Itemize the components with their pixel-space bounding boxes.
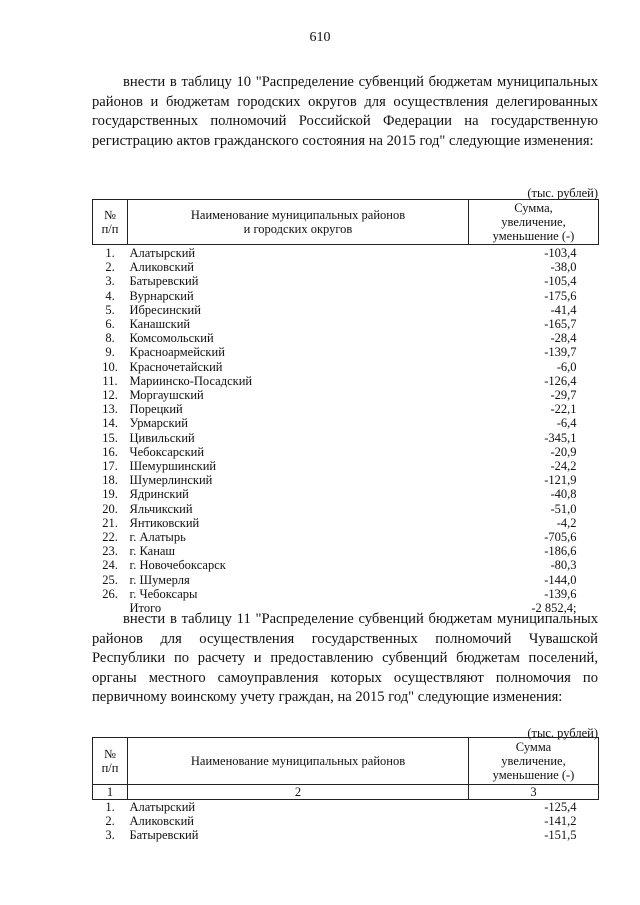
row-district-name: Красночетайский [129,359,223,374]
row-amount: -165,7 [544,317,577,332]
row-district-name: Цивильский [129,430,195,445]
row-district-name: Батыревский [129,828,199,843]
row-district-name: Итого [129,601,162,616]
table-row [93,473,599,487]
row-district-name: Комсомольский [129,331,214,346]
table-row [93,445,599,459]
row-amount: -175,6 [544,288,577,303]
row-district-name: Шемуршинский [129,459,217,474]
row-district-name: Алатырский [129,800,196,814]
row-amount: -80,3 [550,558,577,573]
table-row [93,459,599,473]
column-number-1: 1 [93,785,128,800]
row-district-name: г. Алатырь [129,530,186,545]
row-number: 15. [102,430,118,445]
header-sum-line-3: уменьшение (-) [492,229,575,243]
table-row [93,487,599,501]
header-number-line-1: № [104,747,116,761]
row-district-name: Яльчикский [129,501,193,516]
row-district-name: Канашский [129,317,191,332]
row-number: 21. [102,515,118,530]
row-amount: -705,6 [544,530,577,545]
row-number: 3. [105,274,115,289]
row-amount: -139,7 [544,345,577,360]
row-district-name: Моргаушский [129,388,204,403]
table-row [93,800,599,815]
row-number: 14. [102,416,118,431]
row-number: 23. [102,544,118,559]
table-row [93,274,599,288]
row-district-name: Аликовский [129,260,194,275]
header-sum [469,200,599,245]
row-number: 20. [102,501,118,516]
row-number: 18. [102,473,118,488]
row-number: 19. [102,487,118,502]
row-amount: -126,4 [544,373,577,388]
header-sum-line-3: уменьшение (-) [492,768,575,782]
row-district-name: г. Канаш [129,544,176,559]
header-name: Наименование муниципальных районов [128,738,469,785]
row-district-name: Алатырский [129,246,196,260]
row-district-name: Красноармейский [129,345,225,360]
row-number: 5. [105,302,115,317]
row-number: 22. [102,530,118,545]
table-11 [92,737,599,843]
row-number: 17. [102,459,118,474]
table-11-unit-label: (тыс. рублей) [527,726,598,740]
row-amount: -103,4 [544,246,577,260]
header-name [128,200,469,245]
row-amount: -40,8 [550,487,577,502]
row-district-name: Аликовский [129,814,194,829]
row-district-name: г. Шумерля [129,572,190,587]
row-amount: -29,7 [550,388,577,403]
table-row [93,516,599,530]
table-row [93,345,599,359]
row-amount: -186,6 [544,544,577,559]
row-number: 10. [102,359,118,374]
row-amount: -4,2 [556,515,577,530]
table-row [93,416,599,430]
row-amount: -151,5 [544,828,577,843]
column-number-3: 3 [469,785,599,800]
row-number: 26. [102,586,118,601]
table-row [93,245,599,261]
row-district-name: Вурнарский [129,288,194,303]
header-sum-line-2: увеличение, [501,754,566,768]
header-sum-line-1: Сумма [515,740,552,754]
header-number-line-2: п/п [101,222,119,236]
header-number-line-1: № [104,208,116,222]
page-number: 610 [309,30,331,45]
row-number: 11. [102,373,118,388]
row-amount: -6,0 [556,359,577,374]
row-number: 12. [102,388,118,403]
table-row [93,374,599,388]
row-amount: -22,1 [550,402,577,417]
table-row [93,587,599,601]
row-number: 4. [105,288,115,303]
table-row [93,573,599,587]
row-district-name: г. Чебоксары [129,586,198,601]
row-amount: -41,4 [550,302,577,317]
row-number: 25. [102,572,118,587]
table-row [93,317,599,331]
table-11-header-row [93,738,599,785]
table-row [93,558,599,572]
header-name-line-1: Наименование муниципальных районов [190,208,406,222]
row-amount: -38,0 [550,260,577,275]
row-district-name: Шумерлинский [129,473,213,488]
header-number [93,738,128,785]
table-10 [92,199,599,615]
row-amount: -144,0 [544,572,577,587]
table-row [93,360,599,374]
row-amount: -51,0 [550,501,577,516]
row-district-name: Мариинско-Посадский [129,373,253,388]
row-amount: -2 852,4; [531,601,577,616]
row-district-name: Ибресинский [129,302,201,317]
row-number: 1. [105,246,115,260]
row-district-name: г. Новочебоксарск [129,558,226,573]
row-number: 6. [105,317,115,332]
table-row [93,828,599,842]
row-number: 13. [102,402,118,417]
row-number: 16. [102,444,118,459]
header-sum-line-2: увеличение, [501,215,566,229]
row-amount: -139,6 [544,586,577,601]
table-row [93,431,599,445]
row-amount: -345,1 [544,430,577,445]
row-district-name: Урмарский [129,416,188,431]
row-amount: -24,2 [550,459,577,474]
header-sum-line-1: Сумма, [514,201,553,215]
header-number-line-2: п/п [101,761,119,775]
row-amount: -105,4 [544,274,577,289]
table-10-unit-label: (тыс. рублей) [527,186,598,200]
row-district-name: Ядринский [129,487,189,502]
intro-paragraph-table-11: внести в таблицу 11 "Распределение субвенций бюджетам муниципальных районов для осуществления государственных полномочий Чувашской Республики по расчету и предоставлению субвенций бюджетам поселений, органы местного самоуправления которых осуществляют полномочия по первичному воинскому учету граждан, на 2015 год" следующие изменения: [92,611,598,705]
row-amount: -125,4 [544,800,577,814]
row-number: 2. [105,260,115,275]
row-number: 9. [105,345,115,360]
row-number: 1. [105,800,115,814]
table-row [93,260,599,274]
column-number-2: 2 [128,785,469,800]
header-name-line-2: и городских округов [243,222,353,236]
row-amount: -6,4 [556,416,577,431]
table-11-column-numbers-row [93,785,599,800]
row-number: 2. [105,814,115,829]
intro-paragraph-table-10: внести в таблицу 10 "Распределение субвенций бюджетам муниципальных районов и бюджетам городских округов для осуществления делегированных государственных полномочий Российской Федерации на государственную регистрацию актов гражданского состояния на 2015 год" следующие изменения: [92,74,598,149]
table-row [93,402,599,416]
row-district-name: Батыревский [129,274,199,289]
table-row [93,289,599,303]
header-sum [469,738,599,785]
table-row [93,303,599,317]
table-row [93,388,599,402]
row-number: 3. [105,828,115,843]
table-row [93,530,599,544]
table-row [93,502,599,516]
row-district-name: Чебоксарский [129,444,205,459]
row-district-name: Порецкий [129,402,183,417]
row-amount: -121,9 [544,473,577,488]
row-amount: -141,2 [544,814,577,829]
table-row [93,331,599,345]
table-row [93,814,599,828]
row-district-name: Янтиковский [129,515,200,530]
row-number: 24. [102,558,118,573]
row-number: 8. [105,331,115,346]
row-amount: -20,9 [550,444,577,459]
table-row [93,544,599,558]
row-amount: -28,4 [550,331,577,346]
table-10-header-row [93,200,599,245]
header-number [93,200,128,245]
